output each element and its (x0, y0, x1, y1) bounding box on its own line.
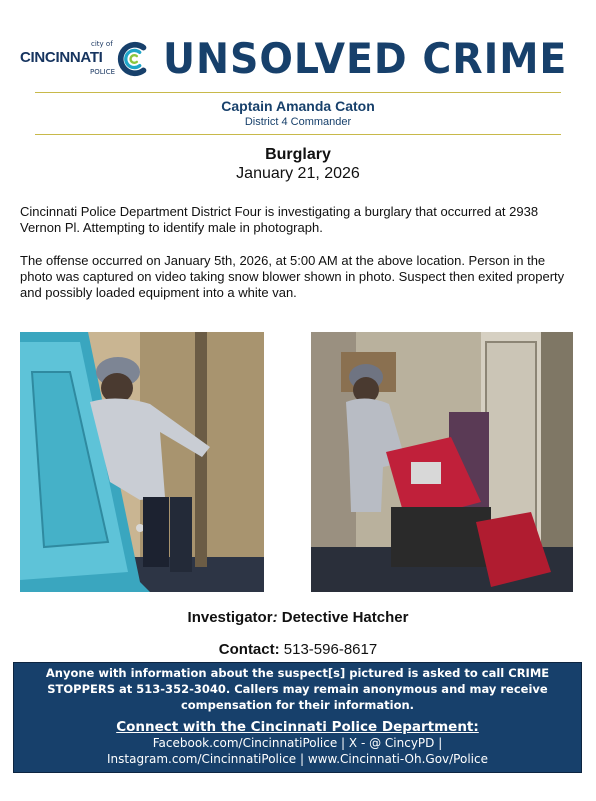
contact-line (0, 641, 596, 658)
connect-heading: Connect with the Cincinnati Police Department: (116, 719, 479, 735)
suspect-photo-2 (311, 332, 573, 592)
photo-2-illustration (311, 332, 573, 592)
logo-cincinnati: CINCINNATI (20, 49, 103, 66)
investigator-name: Detective Hatcher (277, 609, 409, 626)
suspect-photo-1 (20, 332, 264, 592)
crime-date: January 21, 2026 (236, 165, 360, 182)
divider-top (35, 92, 561, 93)
social-links-line-1: Facebook.com/CincinnatiPolice | X - @ CincyPD | (152, 736, 443, 750)
cincinnati-police-logo (20, 40, 155, 82)
investigator-label: Investigator (187, 609, 273, 626)
c-logo-icon (115, 40, 153, 78)
divider-bottom (35, 134, 561, 135)
commander-title: District 4 Commander (244, 116, 352, 128)
commander-name: Captain Amanda Caton (221, 98, 375, 114)
investigator-colon: : (272, 609, 278, 626)
headline: UNSOLVED CRIME (163, 34, 568, 83)
investigator-line (0, 609, 596, 626)
social-links-line-2: Instagram.com/CincinnatiPolice | www.Cincinnati-Oh.Gov/Police (107, 752, 488, 766)
paragraph-details: The offense occurred on January 5th, 2026, at 5:00 AM at the above location. Person in the photo was captured on video taking snow blower shown in photo. Suspect then exited property and possibly loaded equipment into a white van. (20, 253, 565, 300)
crime-type: Burglary (265, 146, 331, 163)
contact-phone: 513-596-8617 (279, 641, 378, 658)
contact-label: Contact: (218, 641, 280, 658)
paragraph-intro: Cincinnati Police Department District Four is investigating a burglary that occurred at 2938 Vernon Pl. Attempting to identify male in photograph. (20, 204, 539, 235)
logo-police: POLICE (90, 68, 116, 76)
logo-city-of: city of (91, 40, 113, 48)
crime-stoppers-message: Anyone with information about the suspect[s] pictured is asked to call CRIME STOPPERS at 513-352-3040. Callers may remain anonymous and may receive compensation for their information. (45, 666, 550, 712)
crime-stoppers-banner (13, 662, 582, 773)
photo-1-illustration (20, 332, 264, 592)
